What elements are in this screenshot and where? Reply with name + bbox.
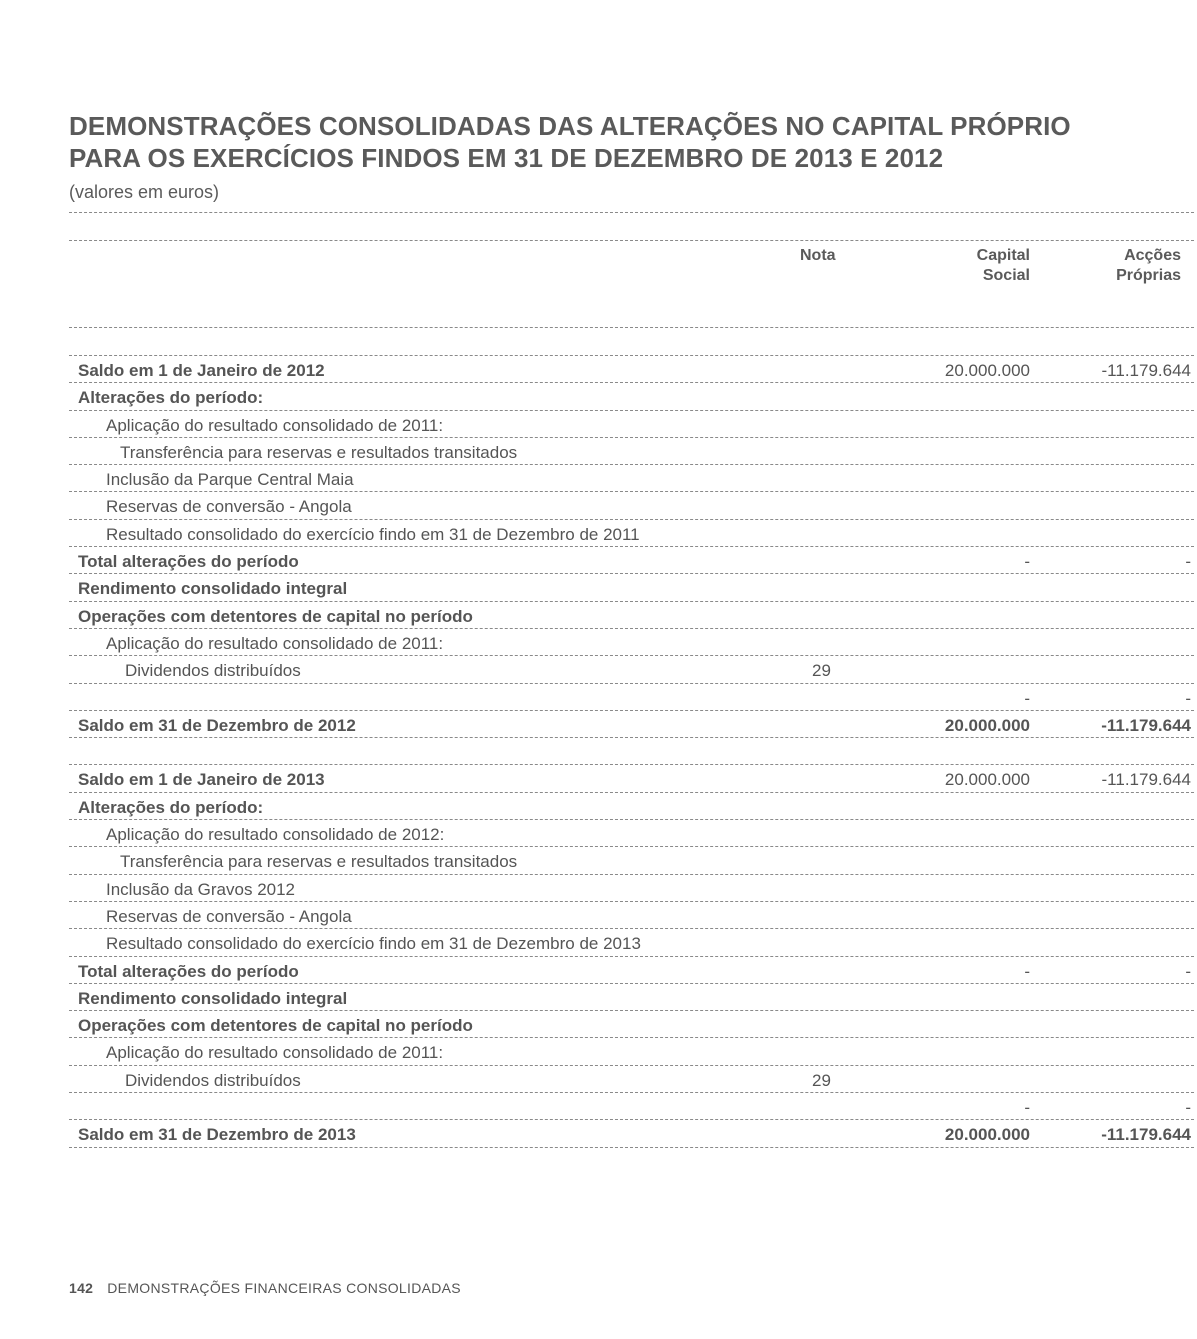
row-label: Resultado consolidado do exercício findo em 31 de Dezembro de 2011	[106, 524, 640, 544]
row-accoes-proprias: -	[1185, 961, 1191, 981]
footer-section-title: DEMONSTRAÇÕES FINANCEIRAS CONSOLIDADAS	[107, 1280, 461, 1296]
row-label: Total alterações do período	[78, 961, 299, 981]
row-nota: 29	[812, 661, 831, 681]
row-label: Alterações do período:	[78, 388, 264, 408]
row-capital-social: 20.000.000	[944, 1125, 1030, 1145]
table-row	[69, 793, 1194, 820]
row-label: Aplicação do resultado consolidado de 2011:	[106, 633, 444, 653]
row-label: Operações com detentores de capital no período	[78, 1016, 473, 1036]
row-accoes-proprias: -11.179.644	[1101, 715, 1191, 735]
table-row	[69, 902, 1194, 929]
column-header-accoes-line1: Acções	[1124, 247, 1181, 264]
row-label: Rendimento consolidado integral	[78, 579, 348, 599]
table-row	[69, 875, 1194, 902]
column-header-accoes-proprias	[1040, 246, 1181, 286]
row-label: Inclusão da Gravos 2012	[106, 879, 296, 899]
row-nota: 29	[812, 1070, 831, 1090]
units-note: (valores em euros)	[69, 182, 220, 202]
page-footer	[69, 1280, 461, 1296]
row-label: Dividendos distribuídos	[125, 661, 301, 681]
row-capital-social: -	[1024, 688, 1030, 708]
table-row	[69, 520, 1194, 547]
row-label: Saldo em 31 de Dezembro de 2012	[78, 715, 356, 735]
row-accoes-proprias: -	[1185, 688, 1191, 708]
table-row	[69, 1093, 1194, 1120]
row-accoes-proprias: -	[1185, 1098, 1191, 1118]
row-capital-social: -	[1024, 552, 1030, 572]
row-capital-social: -	[1024, 961, 1030, 981]
table-row	[69, 602, 1194, 629]
table-row	[69, 929, 1194, 956]
column-header-capital-social	[880, 246, 1030, 286]
row-label: Aplicação do resultado consolidado de 2011:	[106, 1043, 444, 1063]
row-label: Operações com detentores de capital no período	[78, 606, 473, 626]
divider	[69, 212, 1194, 213]
table-row	[69, 847, 1194, 874]
row-label: Saldo em 1 de Janeiro de 2013	[78, 770, 325, 790]
row-label: Dividendos distribuídos	[125, 1070, 301, 1090]
row-label: Aplicação do resultado consolidado de 2011:	[106, 415, 444, 435]
row-capital-social: 20.000.000	[944, 770, 1030, 790]
table-row	[69, 1011, 1194, 1038]
row-label: Resultado consolidado do exercício findo em 31 de Dezembro de 2013	[106, 934, 641, 954]
row-capital-social: 20.000.000	[944, 361, 1030, 380]
divider	[69, 240, 1194, 241]
table-row	[69, 738, 1194, 765]
column-header-nota: Nota	[800, 247, 836, 264]
equity-changes-table	[69, 356, 1194, 1148]
table-row	[69, 574, 1194, 601]
column-header-capital-line2: Social	[982, 267, 1030, 284]
row-label: Reservas de conversão - Angola	[106, 906, 352, 926]
row-accoes-proprias: -	[1185, 552, 1191, 572]
row-accoes-proprias: -11.179.644	[1101, 1125, 1191, 1145]
table-row	[69, 438, 1194, 465]
row-label: Transferência para reservas e resultados transitados	[120, 852, 518, 872]
table-row	[69, 411, 1194, 438]
row-accoes-proprias: -11.179.644	[1101, 770, 1191, 790]
table-row	[69, 547, 1194, 574]
table-row	[69, 629, 1194, 656]
table-row	[69, 1066, 1194, 1093]
table-row	[69, 465, 1194, 492]
table-row	[69, 492, 1194, 519]
row-label: Transferência para reservas e resultados transitados	[120, 442, 518, 462]
row-capital-social: -	[1024, 1098, 1030, 1118]
page-number: 142	[69, 1280, 94, 1296]
table-row	[69, 984, 1194, 1011]
row-label: Inclusão da Parque Central Maia	[106, 470, 354, 490]
row-label: Total alterações do período	[78, 552, 299, 572]
row-label: Reservas de conversão - Angola	[106, 497, 352, 517]
table-row	[69, 711, 1194, 738]
row-label: Rendimento consolidado integral	[78, 988, 348, 1008]
row-label: Saldo em 1 de Janeiro de 2012	[78, 361, 325, 380]
title-line-2: PARA OS EXERCÍCIOS FINDOS EM 31 DE DEZEMBRO DE 2013 E 2012	[69, 143, 944, 173]
table-row	[69, 1038, 1194, 1065]
table-row	[69, 684, 1194, 711]
row-label: Aplicação do resultado consolidado de 2012:	[106, 825, 445, 845]
table-row	[69, 383, 1194, 410]
column-header-accoes-line2: Próprias	[1116, 267, 1181, 284]
table-row	[69, 957, 1194, 984]
page-title	[69, 110, 1169, 174]
row-accoes-proprias: -11.179.644	[1101, 361, 1191, 380]
table-row	[69, 765, 1194, 792]
table-row	[69, 820, 1194, 847]
column-header-capital-line1: Capital	[976, 247, 1030, 264]
divider	[69, 327, 1194, 328]
row-label: Alterações do período:	[78, 797, 264, 817]
row-label: Saldo em 31 de Dezembro de 2013	[78, 1125, 356, 1145]
row-capital-social: 20.000.000	[944, 715, 1030, 735]
title-line-1: DEMONSTRAÇÕES CONSOLIDADAS DAS ALTERAÇÕES NO CAPITAL PRÓPRIO	[69, 111, 1071, 141]
table-row	[69, 1120, 1194, 1147]
table-row	[69, 656, 1194, 683]
table-row	[69, 356, 1194, 383]
